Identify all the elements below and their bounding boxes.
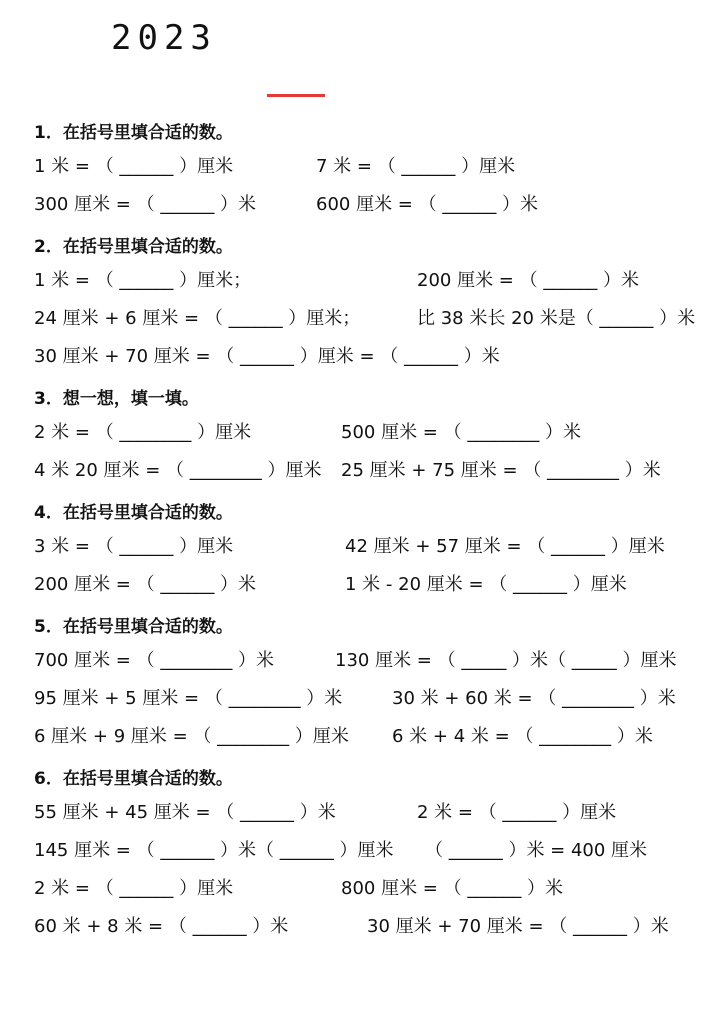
question-6-7: 60 米 + 8 米 = （ ______ ）米	[34, 916, 289, 937]
question-2-5: 30 厘米 + 70 厘米 = （ ______ ）厘米 = （ ______ ）米	[34, 346, 500, 367]
question-3-3: 4 米 20 厘米 = （ ________ ）厘米	[34, 460, 322, 481]
question-2-4: 比 38 米长 20 米是（ ______ ）米	[417, 308, 696, 329]
question-2-3: 24 厘米 + 6 厘米 = （ ______ ）厘米；	[34, 308, 361, 329]
question-5-4: 30 米 + 60 米 = （ ________ ）米	[392, 688, 676, 709]
section-5-title: 5．在括号里填合适的数。	[34, 617, 233, 637]
question-6-3: 145 厘米 = （ ______ ）米（ ______ ）厘米	[34, 840, 394, 861]
question-6-8: 30 厘米 + 70 厘米 = （ ______ ）米	[367, 916, 669, 937]
question-2-2: 200 厘米 = （ ______ ）米	[417, 270, 640, 291]
year-title: 2023	[111, 18, 217, 58]
question-1-2: 7 米 = （ ______ ）厘米	[316, 156, 516, 177]
question-5-2: 130 厘米 = （ _____ ）米（ _____ ）厘米	[335, 650, 677, 671]
question-6-2: 2 米 = （ ______ ）厘米	[417, 802, 617, 823]
question-2-1: 1 米 = （ ______ ）厘米；	[34, 270, 252, 291]
question-4-3: 200 厘米 = （ ______ ）米	[34, 574, 257, 595]
section-1-title: 1．在括号里填合适的数。	[34, 123, 233, 143]
question-6-5: 2 米 = （ ______ ）厘米	[34, 878, 234, 899]
question-4-1: 3 米 = （ ______ ）厘米	[34, 536, 234, 557]
question-4-4: 1 米 - 20 厘米 = （ ______ ）厘米	[345, 574, 627, 595]
question-4-2: 42 厘米 + 57 厘米 = （ ______ ）厘米	[345, 536, 665, 557]
question-6-6: 800 厘米 = （ ______ ）米	[341, 878, 564, 899]
question-1-4: 600 厘米 = （ ______ ）米	[316, 194, 539, 215]
question-3-1: 2 米 = （ ________ ）厘米	[34, 422, 252, 443]
question-5-6: 6 米 + 4 米 = （ ________ ）米	[392, 726, 653, 747]
red-divider	[267, 94, 325, 97]
question-6-1: 55 厘米 + 45 厘米 = （ ______ ）米	[34, 802, 336, 823]
section-2-title: 2．在括号里填合适的数。	[34, 237, 233, 257]
question-6-4: （ ______ ）米 = 400 厘米	[425, 840, 648, 861]
question-3-2: 500 厘米 = （ ________ ）米	[341, 422, 582, 443]
question-5-1: 700 厘米 = （ ________ ）米	[34, 650, 275, 671]
question-5-5: 6 厘米 + 9 厘米 = （ ________ ）厘米	[34, 726, 349, 747]
section-4-title: 4．在括号里填合适的数。	[34, 503, 233, 523]
section-6-title: 6．在括号里填合适的数。	[34, 769, 233, 789]
section-3-title: 3．想一想，填一填。	[34, 389, 199, 409]
question-5-3: 95 厘米 + 5 厘米 = （ ________ ）米	[34, 688, 343, 709]
question-1-1: 1 米 = （ ______ ）厘米	[34, 156, 234, 177]
question-1-3: 300 厘米 = （ ______ ）米	[34, 194, 257, 215]
question-3-4: 25 厘米 + 75 厘米 = （ ________ ）米	[341, 460, 661, 481]
